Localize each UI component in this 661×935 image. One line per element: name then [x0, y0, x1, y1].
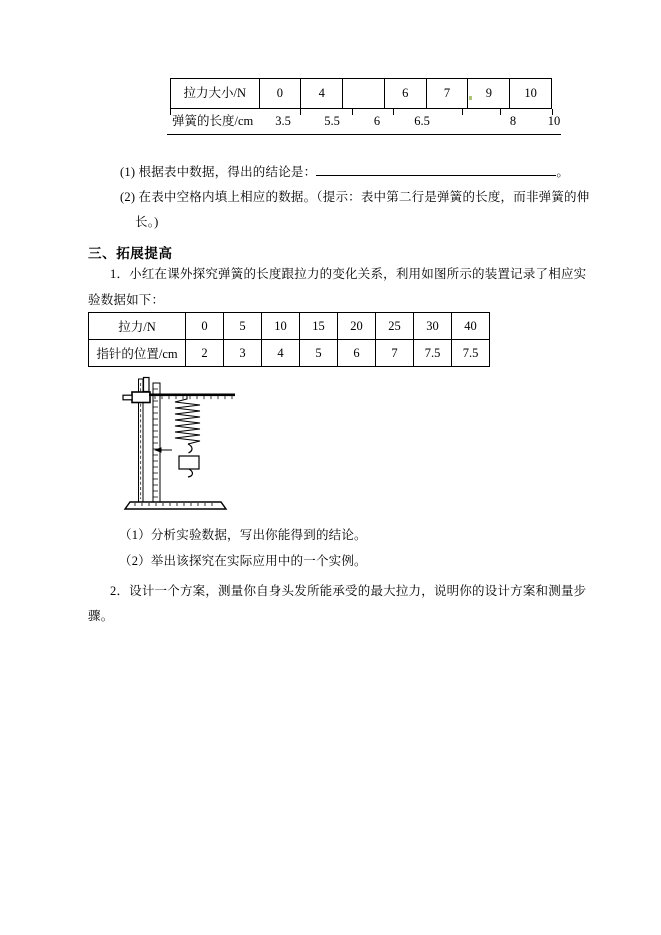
column-divider-stub	[393, 109, 394, 115]
table-cell: 5	[224, 313, 262, 340]
table-cell: 7	[376, 340, 414, 367]
table-cell: 10	[547, 114, 561, 128]
arm-ticks	[155, 396, 232, 399]
table-cell: 0	[259, 79, 301, 108]
table-cell: 30	[414, 313, 452, 340]
table-cell: 4	[262, 340, 300, 367]
column-divider-stub	[300, 109, 301, 115]
table-bottom-border	[167, 134, 561, 135]
stray-mark	[469, 96, 472, 100]
table-cell: 5	[300, 340, 338, 367]
question-1-period: 。	[556, 165, 570, 179]
table-cell: 3	[224, 340, 262, 367]
table-cell: 6	[373, 114, 381, 128]
spring	[175, 396, 200, 444]
experiment-apparatus-diagram	[115, 375, 240, 515]
sub-question-1: （1）分析实验数据，写出你能得到的结论。	[119, 528, 367, 542]
table-cell: 9	[467, 79, 509, 108]
question-1-line	[120, 163, 569, 180]
table-header-cell: 拉力大小/N	[183, 86, 247, 100]
spring-hook	[188, 444, 192, 453]
table-cell: 0	[186, 313, 224, 340]
table-cell: 6	[384, 79, 426, 108]
section-heading: 三、拓展提高	[88, 246, 173, 261]
item-1-line-1: 1．小红在课外探究弹簧的长度跟拉力的变化关系，利用如图所示的装置记录了相应实	[110, 267, 587, 281]
question-1-text: (1) 根据表中数据，得出的结论是：	[120, 165, 317, 179]
column-divider-stub	[462, 109, 463, 115]
table-header-cell: 拉力/N	[89, 313, 186, 340]
item-2-line-1: 2．设计一个方案，测量你自身头发所能承受的最大拉力，说明你的设计方案和测量步	[110, 584, 587, 598]
pointer-position-table	[88, 312, 490, 367]
answer-blank	[316, 163, 556, 176]
column-divider-stub	[352, 109, 353, 115]
table-header-cell: 弹簧的长度/cm	[172, 114, 254, 128]
table-cell: 6.5	[414, 114, 430, 128]
table-cell: 15	[300, 313, 338, 340]
table-cell: 25	[376, 313, 414, 340]
table-cell: 5.5	[324, 114, 340, 128]
clamp	[132, 392, 150, 403]
crossbar-arm	[149, 394, 235, 397]
table-header-cell: 指针的位置/cm	[89, 340, 186, 367]
table-cell: 10	[262, 313, 300, 340]
stand-base	[125, 502, 226, 509]
item-2-line-2: 骤。	[88, 609, 114, 623]
item-1-line-2: 验数据如下：	[88, 293, 165, 307]
table-row-pointer	[89, 340, 490, 367]
table-cell: 7	[426, 79, 468, 108]
table-cell-blank	[342, 79, 384, 108]
question-2-line-2: 长。)	[135, 215, 159, 229]
weight-hook	[188, 469, 192, 477]
table-cell: 2	[186, 340, 224, 367]
spring-length-table	[170, 78, 561, 134]
table-cell: 7.5	[452, 340, 490, 367]
clamp-knob	[123, 395, 132, 400]
sub-question-2: （2）举出该探究在实际应用中的一个实例。	[119, 554, 367, 568]
table-cell: 7.5	[414, 340, 452, 367]
table-cell: 6	[338, 340, 376, 367]
table-row-force	[89, 313, 490, 340]
table-cell: 20	[338, 313, 376, 340]
table-row-force	[170, 78, 552, 109]
table-cell: 3.5	[275, 114, 291, 128]
column-divider-stub	[170, 109, 171, 115]
weight	[179, 456, 199, 469]
table-cell: 8	[509, 114, 517, 128]
table-row-length	[170, 109, 561, 134]
table-cell: 40	[452, 313, 490, 340]
question-2-line-1: (2) 在表中空格内填上相应的数据。（提示：表中第二行是弹簧的长度，而非弹簧的伸	[120, 190, 590, 204]
table-cell: 4	[300, 79, 342, 108]
clamp-screw	[144, 378, 150, 392]
column-divider-stub	[500, 109, 501, 115]
table-cell: 10	[509, 79, 551, 108]
